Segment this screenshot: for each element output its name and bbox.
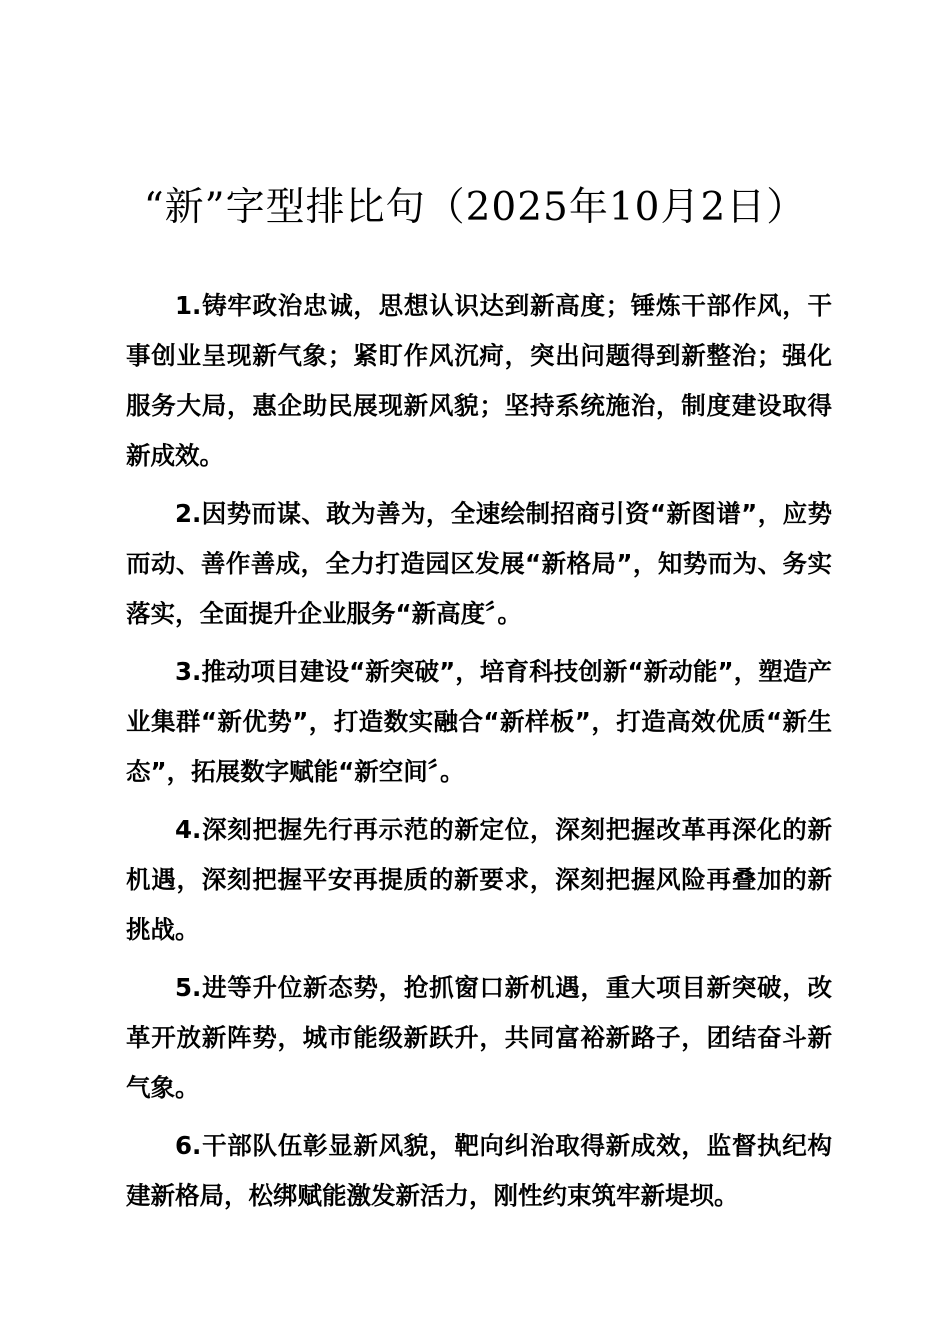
document-body [126, 281, 832, 1229]
paragraph-3: 3.推动项目建设“新突破”，培育科技创新“新动能”，塑造产业集群“新优势”，打造数实融合“新样板”，打造高效优质“新生态”，拓展数字赋能“新空间〞。 [126, 657, 832, 786]
paragraph-2: 2.因势而谋、敢为善为，全速绘制招商引资“新图谱”，应势而动、善作善成，全力打造园区发展“新格局”，知势而为、务实落实，全面提升企业服务“新高度〞。 [126, 499, 832, 628]
document-title: “新”字型排比句（2025年10月2日） [143, 185, 807, 230]
paragraph-4: 4.深刻把握先行再示范的新定位，深刻把握改革再深化的新机遇，深刻把握平安再提质的新要求，深刻把握风险再叠加的新挑战。 [126, 815, 832, 944]
paragraph-5: 5.进等升位新态势，抢抓窗口新机遇，重大项目新突破，改革开放新阵势，城市能级新跃升，共同富裕新路子，团结奋斗新气象。 [126, 973, 832, 1102]
paragraph-6: 6.干部队伍彰显新风貌，靶向纠治取得新成效，监督执纪构建新格局，松绑赋能激发新活力，刚性约束筑牢新堤坝。 [126, 1131, 832, 1210]
paragraph-1: 1.铸牢政治忠诚，思想认识达到新高度；锤炼干部作风，干事创业呈现新气象；紧盯作风沉疴，突出问题得到新整治；强化服务大局，惠企助民展现新风貌；坚持系统施治，制度建设取得新成效。 [126, 291, 832, 470]
